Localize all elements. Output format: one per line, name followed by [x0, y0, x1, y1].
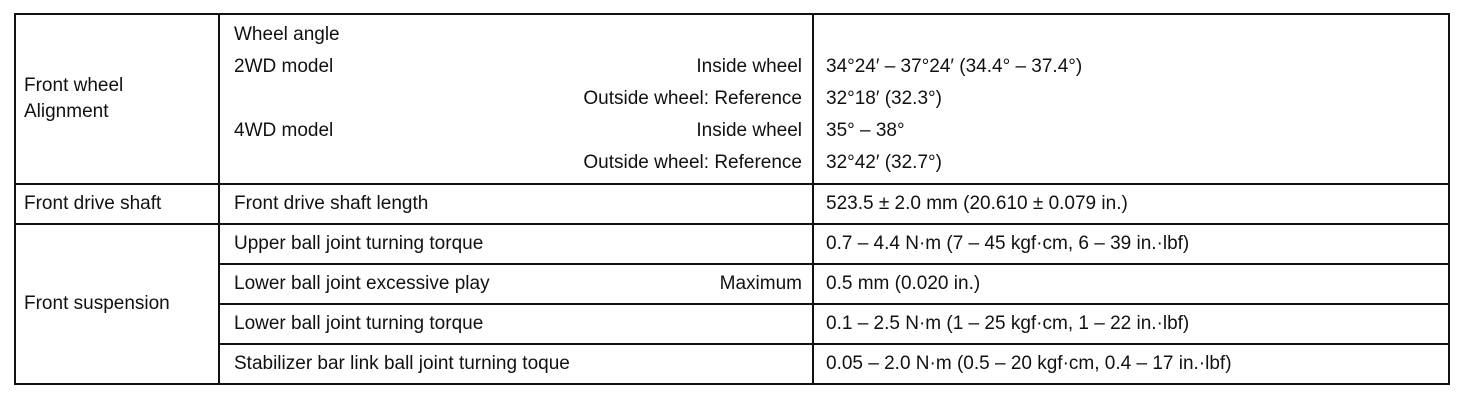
list-item: [234, 115, 802, 147]
table-row: [15, 344, 1449, 384]
table-row: [15, 264, 1449, 304]
list-item: [234, 83, 802, 115]
item-text: Lower ball joint turning torque: [234, 313, 484, 334]
list-item: [234, 147, 802, 179]
position-label: Outside wheel: Reference: [583, 152, 802, 173]
item-front-drive-shaft-length: Front drive shaft length: [219, 184, 813, 224]
value-spacer: [826, 19, 1440, 51]
table-row-front-drive-shaft: [15, 184, 1449, 224]
spec-value: 34°24′ – 37°24′ (34.4° – 37.4°): [826, 56, 1083, 77]
position-label: Inside wheel: [696, 120, 802, 141]
wheel-angle-values: [813, 14, 1449, 184]
list-item: [234, 51, 802, 83]
spec-value: 32°42′ (32.7°): [826, 152, 942, 173]
specification-table: [14, 13, 1450, 385]
item-text: Stabilizer bar link ball joint turning toque: [234, 353, 570, 374]
spec-value: 32°18′ (32.3°): [826, 88, 942, 109]
category-front-wheel-alignment: Front wheel Alignment: [15, 14, 219, 184]
spec-value: 35° – 38°: [826, 120, 905, 141]
spec-value: 0.5 mm (0.020 in.): [813, 264, 1449, 304]
spec-value: 0.1 – 2.5 N·m (1 – 25 kgf·cm, 1 – 22 in.·lbf): [813, 304, 1449, 344]
table-row-front-wheel: [15, 14, 1449, 184]
item-label: [219, 224, 813, 264]
wheel-angle-heading-text: Wheel angle: [234, 24, 340, 45]
item-qualifier: Maximum: [719, 273, 802, 294]
item-text: Lower ball joint excessive play: [234, 273, 490, 294]
spec-value: 0.05 – 2.0 N·m (0.5 – 20 kgf·cm, 0.4 – 17 in.·lbf): [813, 344, 1449, 384]
table-row: [15, 304, 1449, 344]
model-label: 2WD model: [234, 56, 334, 77]
wheel-angle-heading: [234, 19, 802, 51]
category-front-drive-shaft: Front drive shaft: [15, 184, 219, 224]
position-label: Inside wheel: [696, 56, 802, 77]
wheel-angle-items: [219, 14, 813, 184]
spec-value: 523.5 ± 2.0 mm (20.610 ± 0.079 in.): [813, 184, 1449, 224]
item-text: Upper ball joint turning torque: [234, 233, 484, 254]
table-row: [15, 224, 1449, 264]
item-label: [219, 264, 813, 304]
position-label: Outside wheel: Reference: [583, 88, 802, 109]
category-front-suspension: Front suspension: [15, 224, 219, 384]
item-label: [219, 304, 813, 344]
model-label: 4WD model: [234, 120, 334, 141]
spec-value: 0.7 – 4.4 N·m (7 – 45 kgf·cm, 6 – 39 in.·lbf): [813, 224, 1449, 264]
item-label: [219, 344, 813, 384]
